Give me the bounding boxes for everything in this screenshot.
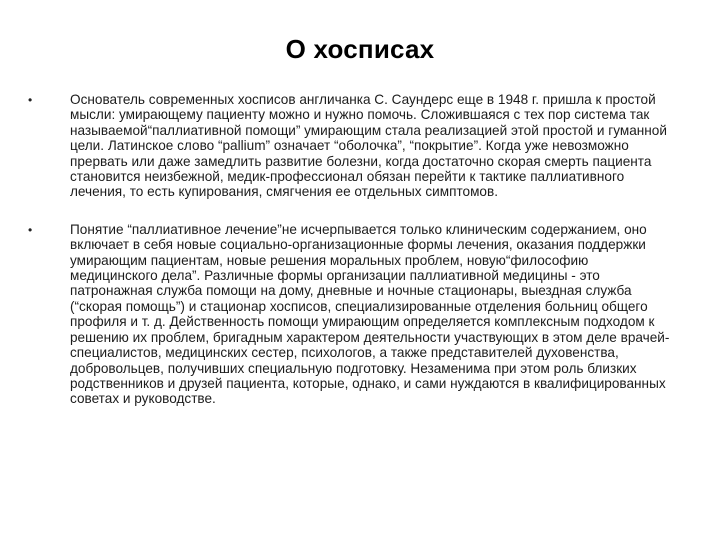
slide-title: О хосписах [285, 34, 435, 64]
bullet-list [28, 92, 674, 407]
bullet-point-icon: • [28, 222, 33, 237]
bullet-text-founder: Основатель современных хосписов англичанка С. Саундерс еще в 1948 г. пришла к простой мысли: умирающему пациенту можно и нужно помочь. Сложившаяся с тех пор система так называемой“паллиативной помощи” умирающим стала реализацией этой простой и гуманной цели. Латинское слово “pallium” означает “оболочка”, “покрытие”. Когда уже невозможно прервать или даже замедлить развитие болезни, когда достаточно скорая смерть пациента становится неизбежной, медик-профессионал обязан перейти к тактике паллиативного лечения, то есть купирования, смягчения ее отдельных симптомов. [70, 92, 667, 200]
bullet-item-founder [28, 92, 674, 200]
bullet-item-palliative-care [28, 222, 674, 407]
bullet-point-icon: • [28, 93, 33, 107]
bullet-text-palliative-care: Понятие “паллиативное лечение”не исчерпывается только клиническим содержанием, оно включает в себя новые социально-организационные формы лечения, оказания поддержки умирающим пациентам, новые решения моральных проблем, новую“философию медицинского дела”. Различные формы организации паллиативной медицины - это патронажная служба помощи на дому, дневные и ночные стационары, выездная служба (“скорая помощь”) и стационар хосписов, специализированные отделения больниц общего профиля и т. д. Действенность помощи умирающим определяется комплексным подходом к решению их проблем, бригадным характером деятельности участвующих в этом деле врачей-специалистов, медицинских сестер, психологов, а также представителей духовенства, добровольцев, получивших специальную подготовку. Незаменима при этом роль близких родственников и друзей пациента, которые, однако, и сами нуждаются в квалифицированных советах и руководстве. [70, 221, 670, 407]
